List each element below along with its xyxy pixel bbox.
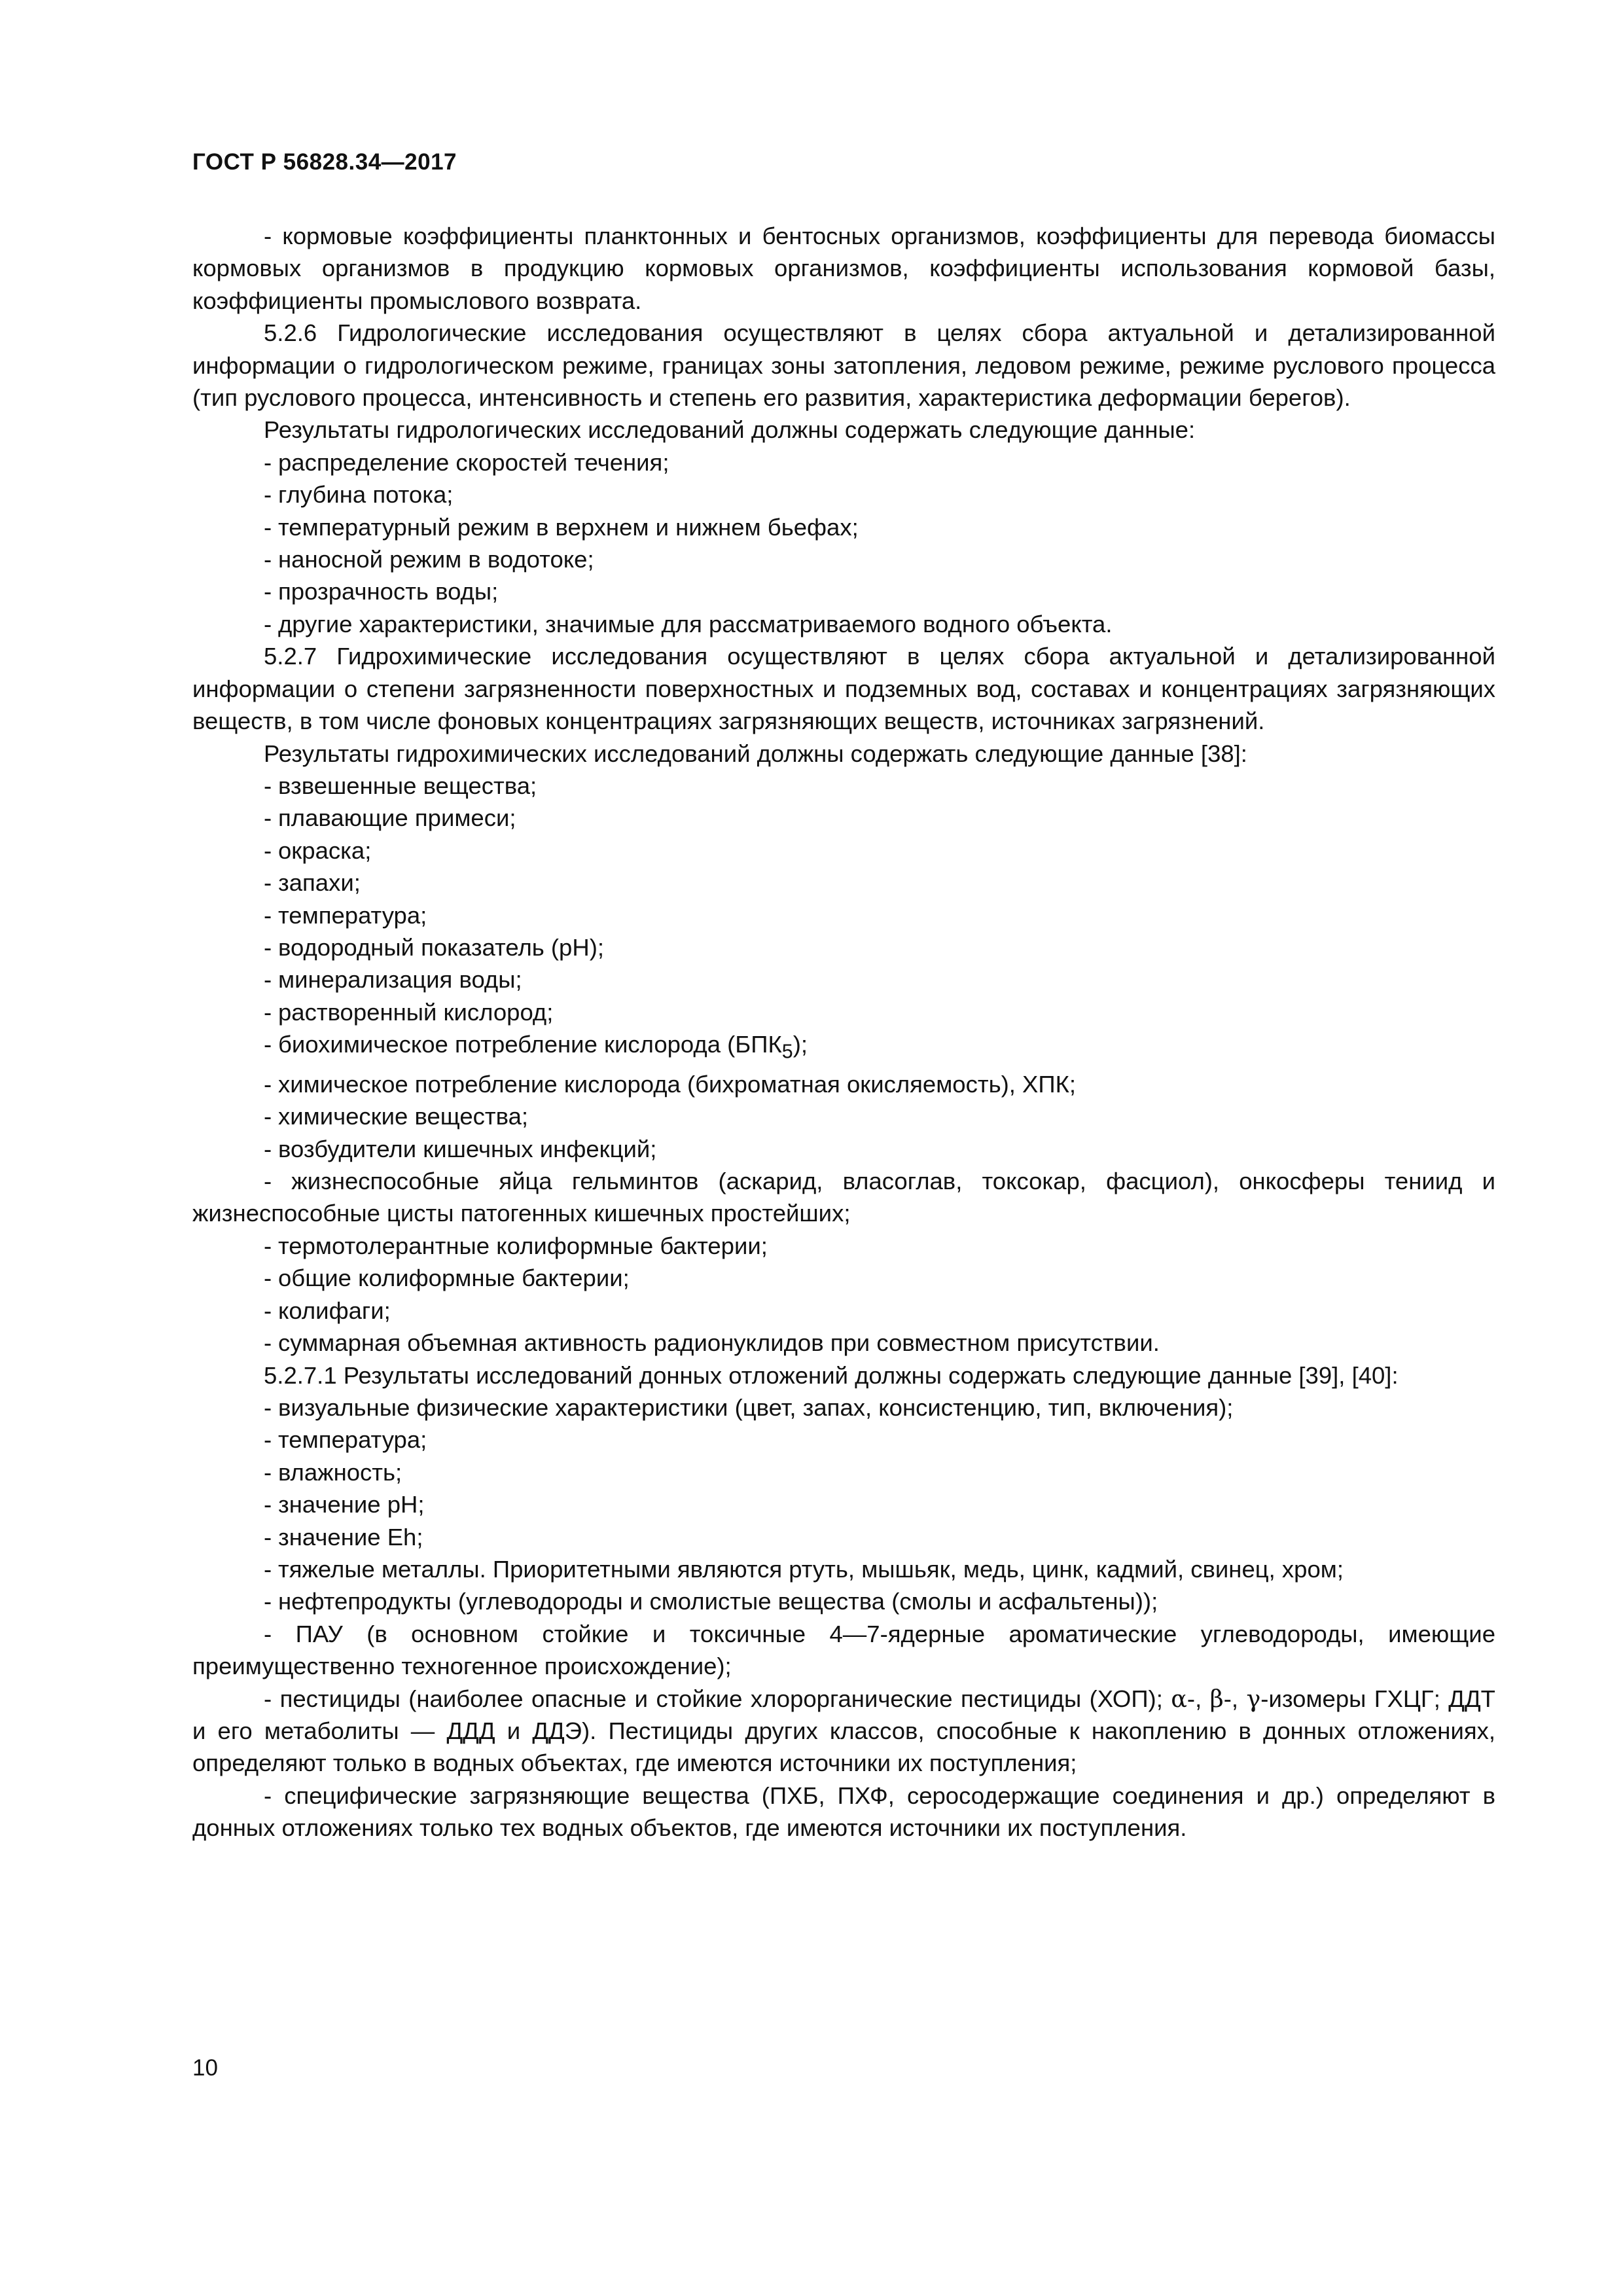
pesticides-text-c: -, xyxy=(1223,1685,1247,1712)
paragraph-hydro-results: Результаты гидрологических исследований должны содержать следующие данные: xyxy=(264,416,1196,444)
page-number: 10 xyxy=(192,2055,218,2081)
list-item xyxy=(192,996,1495,1028)
list-item-text: химическое потребление кислорода (бихроматная окисляемость), ХПК; xyxy=(278,1070,1077,1098)
list-item-text: термотолерантные колиформные бактерии; xyxy=(278,1232,768,1259)
list-item-text: запахи; xyxy=(278,869,361,897)
list-item-text: химические вещества; xyxy=(278,1103,529,1130)
paragraph-helminths: - жизнеспособные яйца гельминтов (аскарид, власоглав, токсокар, фасциол), онкосферы тениид и жизнеспособные цисты патогенных кишечных простейших; xyxy=(192,1168,1495,1227)
list-item-text: наносной режим в водотоке; xyxy=(278,546,594,573)
list-item xyxy=(192,1488,1495,1520)
list-item-text: влажность; xyxy=(278,1458,402,1486)
bullet-icon: - xyxy=(264,1458,272,1486)
list-item xyxy=(192,931,1495,963)
bullet-icon: - xyxy=(264,1491,272,1518)
alpha-symbol: α xyxy=(1171,1684,1187,1713)
bullet-icon: - xyxy=(264,772,272,799)
list-item xyxy=(192,446,1495,478)
list-item-text: значение pH; xyxy=(278,1491,425,1518)
list-item-text: значение Eh; xyxy=(278,1523,423,1551)
paragraph-specific-pollutants: - специфические загрязняющие вещества (ПХБ, ПХФ, серосодержащие соединения и др.) определяют в донных отложениях только тех водных объектов, где имеются источники их поступления. xyxy=(192,1782,1495,1842)
bullet-icon: - xyxy=(264,1297,272,1324)
list-item-text: минерализация воды; xyxy=(278,966,522,994)
bullet-icon: - xyxy=(264,1523,272,1551)
list-item-text: температура; xyxy=(278,1426,427,1454)
paragraph-hydrochem-results: Результаты гидрохимических исследований должны содержать следующие данные [38]: xyxy=(264,740,1247,767)
list-item-text: возбудители кишечных инфекций; xyxy=(278,1135,657,1162)
list-item-text: температурный режим в верхнем и нижнем бьефах; xyxy=(278,513,859,541)
bpk-subscript: 5 xyxy=(781,1040,793,1063)
list-item xyxy=(192,511,1495,543)
document-body xyxy=(192,220,1495,1844)
bullet-icon: - xyxy=(264,1393,272,1421)
list-item-text: температура; xyxy=(278,901,427,929)
list-item xyxy=(192,575,1495,607)
bullet-icon: - xyxy=(264,836,272,864)
list-item xyxy=(192,1424,1495,1456)
bullet-icon: - xyxy=(264,933,272,961)
paragraph-pah: - ПАУ (в основном стойкие и токсичные 4—7-ядерные ароматические углеводороды, имеющие преимущественно техногенное происхождение); xyxy=(192,1620,1495,1680)
bullet-icon: - xyxy=(264,546,272,573)
list-item xyxy=(192,1068,1495,1100)
bullet-icon: - xyxy=(264,1329,272,1357)
bullet-icon: - xyxy=(264,1588,272,1615)
hydrochem-list-3 xyxy=(192,1230,1495,1359)
list-item xyxy=(192,1391,1495,1424)
list-item-text: водородный показатель (pH); xyxy=(278,933,605,961)
paragraph-5-2-7: 5.2.7 Гидрохимические исследования осуществляют в целях сбора актуальной и детализированной информации о степени загрязненности поверхностных и подземных вод, составах и концентрациях загрязняющих веществ, в том числе фоновых концентрациях загрязняющих веществ, источниках загрязнений. xyxy=(192,643,1495,735)
list-item-text: нефтепродукты (углеводороды и смолистые вещества (смолы и асфальтены)); xyxy=(278,1588,1158,1615)
bullet-icon: - xyxy=(264,578,272,605)
pesticides-text-a: - пестициды (наиболее опасные и стойкие хлорорганические пестициды (ХОП); xyxy=(264,1685,1171,1712)
bullet-icon: - xyxy=(264,513,272,541)
paragraph-5-2-7-1: 5.2.7.1 Результаты исследований донных отложений должны содержать следующие данные [39], [40]: xyxy=(264,1361,1399,1389)
document-header: ГОСТ Р 56828.34—2017 xyxy=(192,149,457,175)
bullet-icon: - xyxy=(264,481,272,509)
list-item xyxy=(192,1456,1495,1488)
list-item xyxy=(192,1327,1495,1359)
list-item xyxy=(192,899,1495,931)
list-item-bpk xyxy=(192,1028,1495,1068)
bullet-icon: - xyxy=(264,966,272,994)
paragraph-pesticides xyxy=(192,1683,1495,1780)
list-item-text: окраска; xyxy=(278,836,372,864)
bullet-icon: - xyxy=(264,1031,272,1058)
bullet-icon: - xyxy=(264,804,272,832)
list-item xyxy=(192,770,1495,802)
bullet-icon: - xyxy=(264,448,272,476)
list-item xyxy=(192,1100,1495,1132)
bullet-icon: - xyxy=(264,1265,272,1292)
list-item-text: визуальные физические характеристики (цвет, запах, консистенцию, тип, включения); xyxy=(278,1393,1234,1421)
list-item-text: распределение скоростей течения; xyxy=(278,448,669,476)
list-item xyxy=(192,834,1495,867)
list-item-text: прозрачность воды; xyxy=(278,578,499,605)
list-item xyxy=(192,963,1495,996)
hydrochem-list-1 xyxy=(192,770,1495,1028)
bullet-icon: - xyxy=(264,869,272,897)
list-item xyxy=(192,1585,1495,1617)
list-item xyxy=(192,478,1495,511)
list-item xyxy=(192,1553,1495,1585)
list-item-text: общие колиформные бактерии; xyxy=(278,1265,630,1292)
bpk-text: биохимическое потребление кислорода (БПК xyxy=(278,1031,782,1058)
sediment-list xyxy=(192,1391,1495,1618)
list-item-text: колифаги; xyxy=(278,1297,391,1324)
list-item xyxy=(192,1133,1495,1165)
hydro-list xyxy=(192,446,1495,640)
pesticides-text-b: -, xyxy=(1186,1685,1210,1712)
hydrochem-list-2 xyxy=(192,1068,1495,1165)
bullet-icon: - xyxy=(264,1103,272,1130)
list-item xyxy=(192,1230,1495,1262)
bullet-icon: - xyxy=(264,1070,272,1098)
list-item-text: глубина потока; xyxy=(278,481,454,509)
list-item-text: тяжелые металлы. Приоритетными являются ртуть, мышьяк, медь, цинк, кадмий, свинец, хром; xyxy=(278,1555,1344,1583)
gamma-symbol: γ xyxy=(1246,1684,1261,1713)
bullet-icon: - xyxy=(264,1426,272,1454)
list-item xyxy=(192,543,1495,575)
list-item xyxy=(192,1521,1495,1553)
list-item-text: плавающие примеси; xyxy=(278,804,516,832)
paragraph-5-2-6: 5.2.6 Гидрологические исследования осуществляют в целях сбора актуальной и детализированной информации о гидрологическом режиме, границах зоны затопления, ледовом режиме, режиме руслового процесса (тип руслового процесса, интенсивность и степень его развития, характеристика деформации берегов). xyxy=(192,319,1495,412)
list-item-text: взвешенные вещества; xyxy=(278,772,537,799)
paragraph-feed-coefficients: - кормовые коэффициенты планктонных и бентосных организмов, коэффициенты для перевода биомассы кормовых организмов в продукцию кормовых организмов, коэффициенты использования кормовой базы, коэффициенты промыслового возврата. xyxy=(192,223,1495,314)
bpk-suffix: ); xyxy=(793,1031,808,1058)
bullet-icon: - xyxy=(264,610,272,637)
pesticides-text-d: -изомеры ГХЦГ; ДДТ и его метаболиты — ДДД и ДДЭ). Пестициды других классов, способные к накоплению в донных отложениях, определяют только в водных объектах, где имеются источники их поступления; xyxy=(192,1685,1495,1777)
list-item-text: растворенный кислород; xyxy=(278,998,554,1026)
list-item xyxy=(192,1295,1495,1327)
list-item xyxy=(192,1262,1495,1294)
list-item xyxy=(192,608,1495,640)
bullet-icon: - xyxy=(264,1232,272,1259)
list-item xyxy=(192,802,1495,834)
bullet-icon: - xyxy=(264,1555,272,1583)
bullet-icon: - xyxy=(264,901,272,929)
bullet-icon: - xyxy=(264,998,272,1026)
bullet-icon: - xyxy=(264,1135,272,1162)
list-item-text: другие характеристики, значимые для рассматриваемого водного объекта. xyxy=(278,610,1113,637)
beta-symbol: β xyxy=(1209,1684,1224,1713)
list-item xyxy=(192,867,1495,899)
list-item-text: суммарная объемная активность радионуклидов при совместном присутствии. xyxy=(278,1329,1160,1357)
